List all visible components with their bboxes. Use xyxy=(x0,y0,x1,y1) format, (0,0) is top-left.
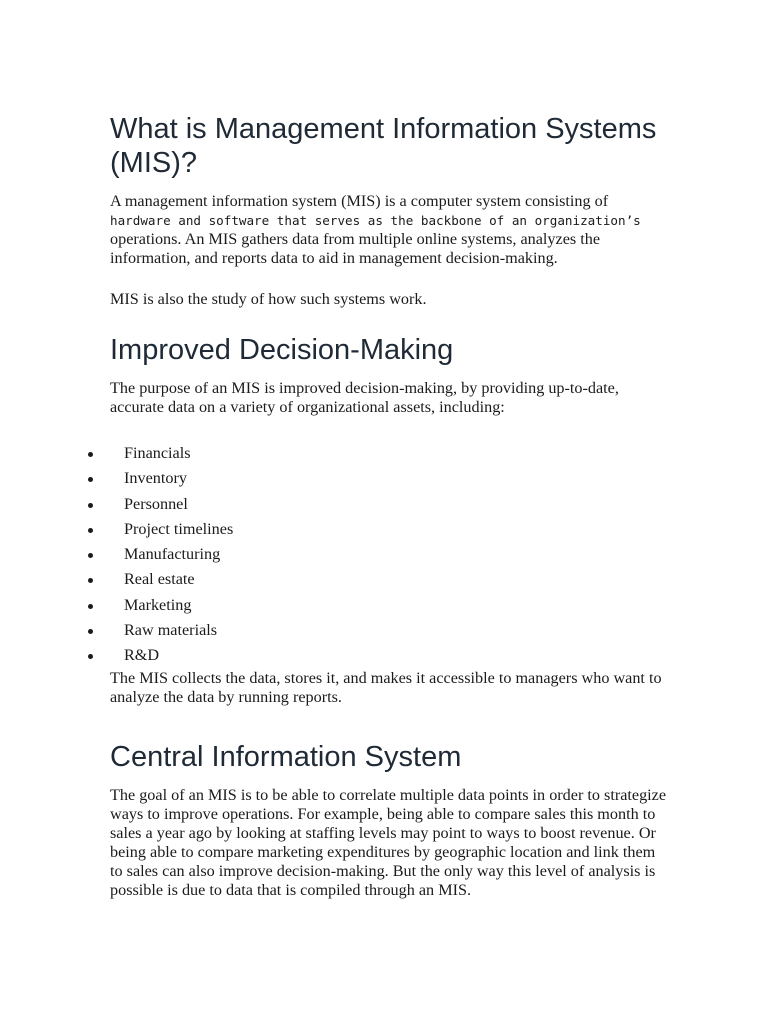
list-item: Financials xyxy=(96,441,670,466)
decision-making-intro: The purpose of an MIS is improved decision-making, by providing up-to-date, accurate data on a variety of organizational assets, including: xyxy=(110,379,619,416)
bullet-icon xyxy=(88,654,93,659)
bullet-icon xyxy=(88,604,93,609)
study-paragraph: MIS is also the study of how such systems work. xyxy=(110,290,427,308)
page-title: What is Management Information Systems (MIS)? xyxy=(110,113,657,179)
bullet-icon xyxy=(88,452,93,457)
list-item: Raw materials xyxy=(96,618,670,643)
list-item: Inventory xyxy=(96,466,670,491)
list-item: R&D xyxy=(96,643,670,668)
section-heading-central-system: Central Information System xyxy=(110,740,462,773)
intro-paragraph xyxy=(110,192,670,268)
document-page xyxy=(110,112,670,900)
bullet-icon xyxy=(88,503,93,508)
list-item: Project timelines xyxy=(96,517,670,542)
bullet-icon xyxy=(88,553,93,558)
bullet-icon xyxy=(88,629,93,634)
list-item: Marketing xyxy=(96,593,670,618)
list-item: Personnel xyxy=(96,492,670,517)
list-item: Real estate xyxy=(96,567,670,592)
bullet-icon xyxy=(88,477,93,482)
decision-making-outro: The MIS collects the data, stores it, and makes it accessible to managers who want to analyze the data by running reports. xyxy=(110,668,662,706)
section-heading-decision-making: Improved Decision-Making xyxy=(110,334,454,366)
bullet-icon xyxy=(88,528,93,533)
list-item: Manufacturing xyxy=(96,542,670,567)
intro-rest: operations. An MIS gathers data from multiple online systems, analyzes the information, and reports data to aid in management decision-making. xyxy=(110,230,601,267)
bullet-icon xyxy=(88,578,93,583)
intro-line-2: hardware and software that serves as the backbone of an organization’s xyxy=(110,213,641,228)
central-system-body: The goal of an MIS is to be able to correlate multiple data points in order to strategize ways to improve operations. For example, being able to compare sales this month to sales a year ago by looking at staffing levels may point to ways to boost revenue. Or being able to compare marketing expenditures by geographic location and link them to sales can also improve decision-making. But the only way this level of analysis is possible is due to data that is compiled through an MIS. xyxy=(110,785,667,899)
intro-line-1: A management information system (MIS) is a computer system consisting of xyxy=(110,192,609,210)
asset-list xyxy=(96,441,670,669)
